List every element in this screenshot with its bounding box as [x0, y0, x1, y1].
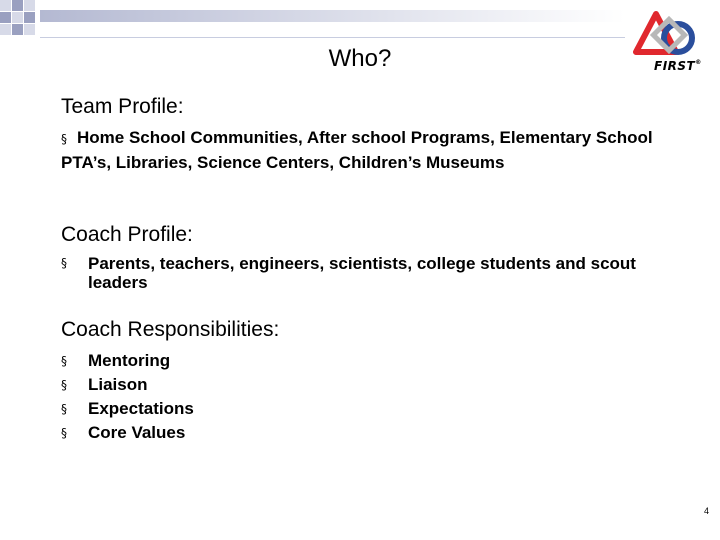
coach-responsibilities-list — [61, 349, 681, 445]
square-bullet-icon: § — [61, 426, 67, 440]
list-item-text: Core Values — [88, 423, 186, 442]
team-profile-heading: Team Profile: — [61, 95, 184, 118]
team-profile-body: Home School Communities, After school Programs, Elementary School PTA’s, Libraries, Science Centers, Children’s Museums — [61, 128, 653, 172]
coach-profile-section — [61, 222, 681, 292]
slide-title: Who? — [328, 45, 392, 72]
square-bullet-icon: § — [61, 402, 67, 416]
square-bullet-icon: § — [61, 378, 67, 392]
logo-text: FIRST — [654, 59, 696, 73]
coach-responsibilities-section — [61, 317, 681, 445]
header-squares-decoration — [0, 0, 60, 50]
list-item-text: Parents, teachers, engineers, scientists, college students and scout leaders — [88, 254, 636, 292]
list-item-text: Liaison — [88, 375, 148, 394]
square-bullet-icon: § — [61, 354, 67, 368]
list-item — [61, 254, 681, 292]
team-profile-section — [61, 94, 681, 175]
list-item-text: Expectations — [88, 399, 194, 418]
header-rule — [40, 37, 625, 38]
header-gradient-bar — [40, 10, 625, 22]
team-profile-text — [61, 126, 681, 175]
list-item-text: Mentoring — [88, 351, 171, 370]
coach-profile-heading: Coach Profile: — [61, 223, 193, 246]
list-item — [61, 397, 681, 421]
square-bullet-icon: § — [61, 132, 67, 146]
list-item — [61, 421, 681, 445]
coach-profile-list — [61, 254, 681, 292]
page-number: 4 — [704, 506, 710, 516]
registered-mark: ® — [695, 59, 702, 66]
list-item — [61, 349, 681, 373]
square-bullet-icon: § — [61, 256, 67, 270]
coach-responsibilities-heading: Coach Responsibilities: — [61, 318, 280, 341]
list-item — [61, 373, 681, 397]
